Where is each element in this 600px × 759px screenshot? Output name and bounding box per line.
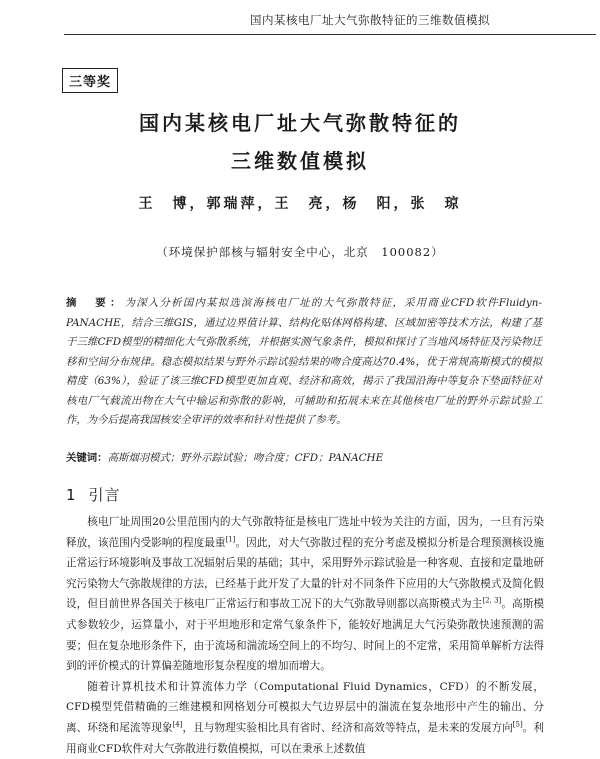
- keywords: [66, 449, 542, 467]
- section-heading-introduction: [66, 484, 121, 505]
- keywords-text: 高斯烟羽模式；野外示踪试验；吻合度；CFD；PANACHE: [107, 452, 384, 464]
- intro-p1-text-c: 。高斯模式参数较少，运算量小，对于平坦地形和定常气象条件下，能较好地满足大气污染弥散快速预测的需要；但在复杂地形条件下，由于流场和湍流场空间上的不均匀、时间上的不定常，采用简单解析方法得到的评价模式的计算偏差随地形复杂程度的增加而增大。: [66, 598, 545, 673]
- abstract-text: 为深入分析国内某拟选滨海核电厂址的大气弥散特征，采用商业CFD软件Fluidyn-PANACHE，结合三维GIS，通过边界值计算、结构化贴体网格构建、区域加密等技术方法，构建了基于三维CFD模型的精细化大气弥散系统，并根据实测气象条件，模拟和探讨了当地风场特征及污染物迁移和空间分布规律。稳态模拟结果与野外示踪试验结果的吻合度高达70.4%，优于常规高斯模式的模拟精度（63%），验证了该三维CFD模型更加直观、经济和高效，揭示了我国沿海中等复杂下垫面特征对核电厂气载流出物在大气中输运和弥散的影响，可辅助和拓展未来在其他核电厂址的野外示踪试验工作，为今后提高我国核安全审评的效率和针对性提供了参考。: [66, 297, 543, 426]
- intro-p1-text-a: 核电厂址周围20公里范围内的大气弥散特征是核电厂选址中较为关注的方面，因为，一旦有污染释放，该范围内受影响的程度最重: [66, 516, 544, 549]
- intro-p2-text-c: 。利用商业CFD软件对大气弥散进行数值模拟，可以在秉承上述数值: [66, 721, 545, 755]
- citation: [4]: [172, 720, 183, 729]
- paper-title-line-1: 国内某核电厂址大气弥散特征的: [139, 111, 461, 135]
- citation: [2, 3]: [482, 596, 502, 605]
- section-number: 1: [66, 486, 77, 504]
- abstract-label: 摘 要：: [66, 297, 125, 309]
- award-badge: 三等奖: [62, 68, 118, 93]
- intro-p2-text-b: ，且与物理实验相比具有省时、经济和高效等特点，是未来的发展方向: [182, 721, 513, 734]
- section-title: 引言: [88, 486, 121, 504]
- intro-p1-text-b: 。因此，对大气弥散过程的充分考虑及模拟分析是合理预测核设施正常运行环境影响及事故工况辐射后果的基础；其中，采用野外示踪试验是一种客观、直接和定量地研究污染物大气弥散规律的方法，已经基于此开发了大量的针对不同条件下应用的大气弥散模式及简化假设，但目前世界各国关于核电厂正常运行和事故工况下的大气弥散导则都以高斯模式为主: [66, 536, 545, 611]
- abstract: [66, 294, 542, 431]
- intro-p2-text-a: 随着计算机技术和计算流体力学（Computational Fluid Dynamics，CFD）的不断发展，CFD模型凭借精确的三维建模和网格划分可模拟大气边界层中的湍流在复杂地形中产生的输出、分离、环绕和尾流等现象: [66, 680, 544, 734]
- keywords-label: 关键词：: [66, 452, 108, 464]
- intro-paragraph-1: [66, 512, 544, 677]
- header-rule: [64, 34, 596, 35]
- citation: [1]: [225, 535, 236, 544]
- author-list: 王 博，郭瑞萍，王 亮，杨 阳，张 琼: [138, 196, 462, 212]
- citation: [5]: [512, 720, 523, 729]
- introduction-body: [66, 512, 544, 759]
- paper-title-line-2: 三维数值模拟: [231, 149, 369, 173]
- author-affiliation: （环境保护部核与辐射安全中心，北京 100082）: [156, 245, 444, 259]
- running-header: 国内某核电厂址大气弥散特征的三维数值模拟: [250, 13, 490, 27]
- intro-paragraph-2: [66, 677, 544, 759]
